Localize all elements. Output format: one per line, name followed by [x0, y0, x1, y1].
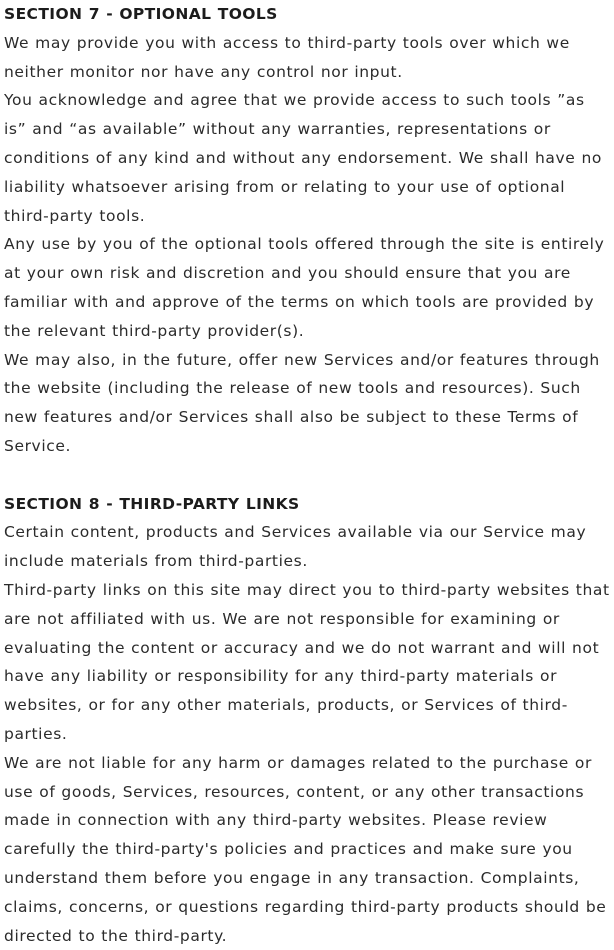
section-7-optional-tools	[4, 0, 610, 461]
section-8-third-party-links	[4, 490, 610, 950]
section-paragraph: We may provide you with access to third-party tools over which we neither monitor nor have any control nor input.	[4, 33, 570, 81]
section-heading: SECTION 7 - OPTIONAL TOOLS	[4, 5, 278, 23]
section-paragraph: You acknowledge and agree that we provide access to such tools ”as is” and “as available” without any warranties, representations or conditions of any kind and without any endorsement. We shall have no liability whatsoever arising from or relating to your use of optional third-party tools.	[4, 91, 602, 225]
section-paragraph: We are not liable for any harm or damages related to the purchase or use of goods, Services, resources, content, or any other transactions made in connection with any third-party websites. Please review carefully the third-party's policies and practices and make sure you understand them before you engage in any transaction. Complaints, claims, concerns, or questions regarding third-party products should be directed to the third-party.	[4, 753, 607, 945]
section-paragraph: We may also, in the future, offer new Services and/or features through the website (including the release of new tools and resources). Such new features and/or Services shall also be subject to these Terms of Service.	[4, 350, 600, 455]
section-paragraph: Third-party links on this site may direct you to third-party websites that are not affiliated with us. We are not responsible for examining or evaluating the content or accuracy and we do not warrant and will not have any liability or responsibility for any third-party materials or websites, or for any other materials, products, or Services of third-parties.	[4, 580, 610, 743]
section-heading: SECTION 8 - THIRD-PARTY LINKS	[4, 494, 300, 513]
terms-content	[4, 0, 610, 950]
section-paragraph: Any use by you of the optional tools offered through the site is entirely at your own risk and discretion and you should ensure that you are familiar with and approve of the terms on which tools are provided by the relevant third-party provider(s).	[4, 235, 605, 340]
section-paragraph: Certain content, products and Services available via our Service may include materials from third-parties.	[4, 523, 587, 571]
